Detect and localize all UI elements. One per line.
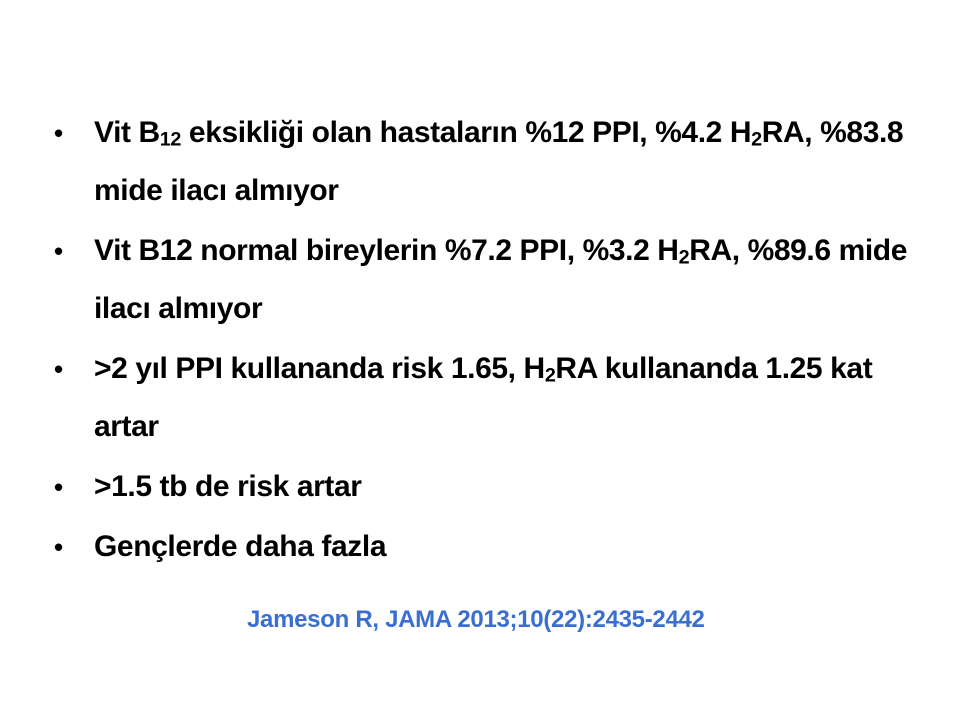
subscript-2: 2: [678, 246, 690, 269]
bullet-dot: •: [54, 472, 63, 502]
subscript-12: 12: [159, 128, 181, 151]
bullet-item-b12-normal: [54, 222, 924, 338]
subscript-2: 2: [751, 128, 762, 151]
bullet-dot: •: [54, 354, 63, 384]
bullet-text: Vit $B_{12}$ eksikliği olan hastaların %12 PPI, %4.2 $H_2RA$, %83.8 mide ilacı almıyor: [94, 116, 904, 207]
bullet-dot: •: [54, 118, 63, 148]
bullet-text: >1.5 tb de risk artar: [94, 470, 362, 503]
bullet-text: >2 yıl PPI kullananda risk 1.65, $H_2RA$ kullananda 1.25 kat artar: [94, 352, 873, 443]
bullet-text: Vit B12 normal bireylerin %7.2 PPI, %3.2 $H_2RA$, %89.6 mide ilacı almıyor: [94, 234, 908, 325]
citation-reference: Jameson R, JAMA 2013;10(22):2435-2442: [247, 606, 705, 633]
bullet-item-young-patients: [54, 518, 924, 576]
bullet-list: [54, 104, 924, 576]
bullet-dot: •: [54, 236, 63, 266]
bullet-item-dose-risk: [54, 458, 924, 516]
bullet-item-b12-deficient: [54, 104, 924, 220]
bullet-dot: •: [54, 532, 63, 562]
subscript-2: 2: [544, 364, 556, 387]
bullet-text: Gençlerde daha fazla: [94, 530, 387, 563]
bullet-item-long-term-risk: [54, 340, 924, 456]
